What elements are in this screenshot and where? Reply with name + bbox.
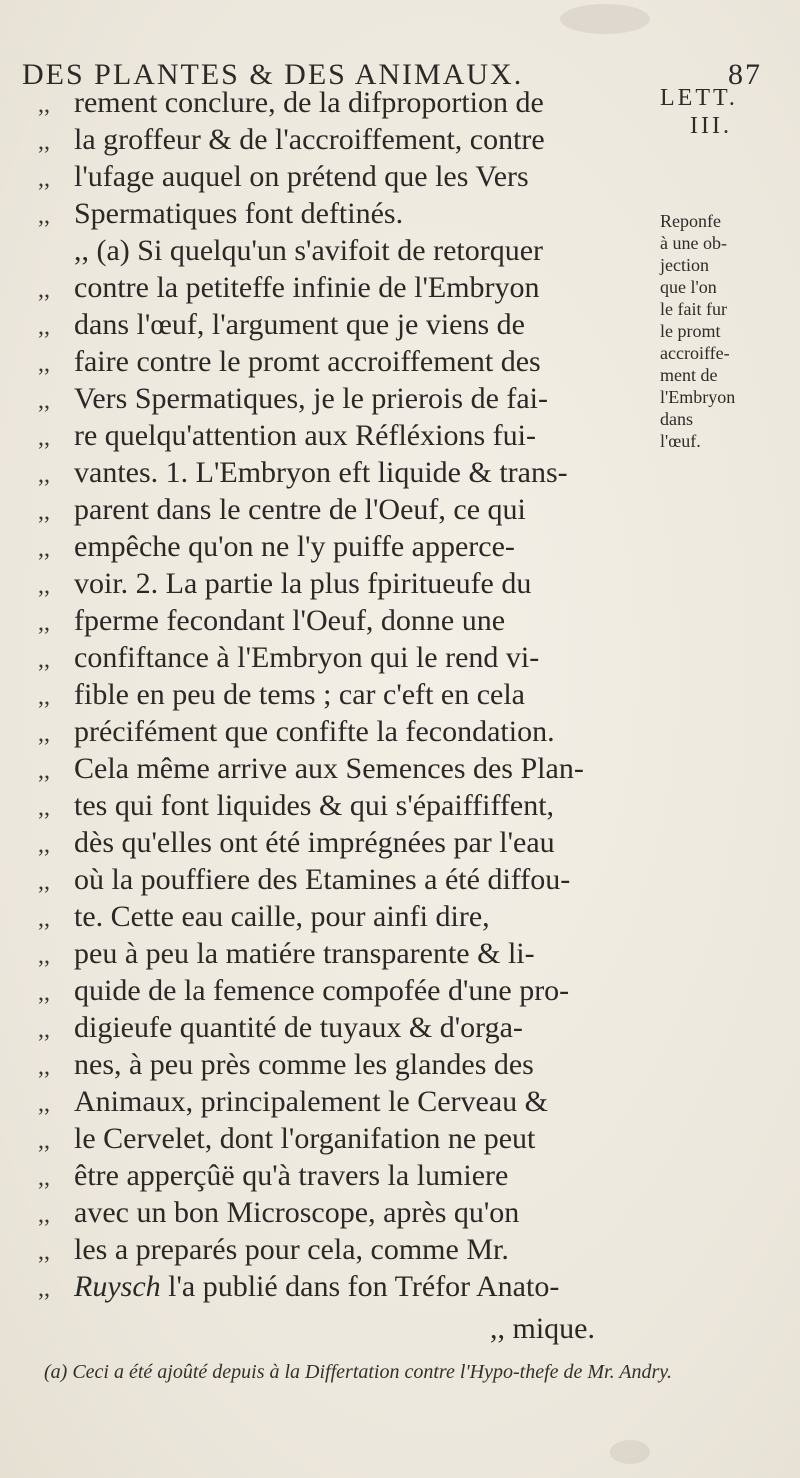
margin-note-line: accroiffe- — [660, 343, 730, 363]
text-line: ,, précifément que confifte la fecondation. — [38, 715, 555, 748]
text-line: ,, Spermatiques font deftinés. — [38, 197, 404, 230]
margin-note-line: l'œuf. — [660, 431, 701, 451]
text-line: ,, Vers Spermatiques, je le prierois de fai- — [38, 382, 549, 415]
text-line: ,, Animaux, principalement le Cerveau & — [38, 1085, 549, 1118]
header-title: DES PLANTES & DES ANIMAUX. — [22, 58, 524, 91]
margin-note-line: le promt — [660, 321, 721, 341]
text-line: ,, fperme fecondant l'Oeuf, donne une — [38, 604, 506, 637]
margin-letter — [660, 84, 800, 140]
margin-note-line: jection — [660, 255, 709, 275]
text-line: ,, nes, à peu près comme les glandes des — [38, 1048, 534, 1081]
footnote: (a) Ceci a été ajoûté depuis à la Differtation contre l'Hypo-thefe de Mr. Andry. — [44, 1361, 673, 1383]
text-line: ,, tes qui font liquides & qui s'épaiffiffent, — [38, 789, 555, 822]
page-number: 87 — [728, 58, 762, 91]
catchword: ,, mique. — [490, 1312, 595, 1345]
margin-note — [660, 210, 800, 452]
margin-note-line: l'Embryon — [660, 387, 736, 407]
margin-note-line: que l'on — [660, 277, 717, 297]
text-line: ,, contre la petiteffe infinie de l'Embryon — [38, 271, 540, 304]
text-line: ,, Ruysch l'a publié dans fon Tréfor Anato- — [38, 1270, 560, 1303]
text-line: ,, peu à peu la matiére transparente & li- — [38, 937, 535, 970]
text-line: ,, être apperçûë qu'à travers la lumiere — [38, 1159, 509, 1192]
text-line: ,, te. Cette eau caille, pour ainfi dire, — [38, 900, 490, 933]
text-line: ,, l'ufage auquel on prétend que les Vers — [38, 160, 529, 193]
text-line: ,, où la pouffiere des Etamines a été diffou- — [38, 863, 571, 896]
text-line: ,, parent dans le centre de l'Oeuf, ce qui — [38, 493, 526, 526]
text-line: ,, Cela même arrive aux Semences des Plan- — [38, 752, 584, 785]
margin-note-line: dans — [660, 409, 693, 429]
text-line: ,, avec un bon Microscope, après qu'on — [38, 1196, 520, 1229]
margin-note-line: le fait fur — [660, 299, 727, 319]
text-line: ,, dès qu'elles ont été imprégnées par l'eau — [38, 826, 555, 859]
text-line: ,, dans l'œuf, l'argument que je viens de — [38, 308, 525, 341]
text-line: ,, faire contre le promt accroiffement des — [38, 345, 541, 378]
text-line: ,, digieufe quantité de tuyaux & d'orga- — [38, 1011, 523, 1044]
text-line: ,, quide de la femence compofée d'une pro- — [38, 974, 570, 1007]
paper-stain — [560, 4, 650, 34]
text-line: ,, empêche qu'on ne l'y puiffe apperce- — [38, 530, 515, 563]
text-line: ,, les a preparés pour cela, comme Mr. — [38, 1233, 509, 1266]
margin-note-line: ment de — [660, 365, 718, 385]
text-line: ,, voir. 2. La partie la plus fpiritueufe du — [38, 567, 532, 600]
text-line: ,, confiftance à l'Embryon qui le rend vi- — [38, 641, 540, 674]
text-line: ,, rement conclure, de la difproportion de — [38, 86, 544, 119]
text-line: ,, (a) Si quelqu'un s'avifoit de retorquer — [74, 234, 544, 267]
paper-stain — [610, 1440, 650, 1464]
text-line: ,, la groffeur & de l'accroiffement, contre — [38, 123, 545, 156]
margin-letter-number: III. — [690, 113, 732, 139]
margin-note-line: Reponfe — [660, 211, 721, 231]
margin-note-line: à une ob- — [660, 233, 727, 253]
text-line: ,, re quelqu'attention aux Réfléxions fui- — [38, 419, 536, 452]
text-line: ,, fible en peu de tems ; car c'eft en cela — [38, 678, 525, 711]
text-line: ,, vantes. 1. L'Embryon eft liquide & trans- — [38, 456, 568, 489]
text-line: ,, le Cervelet, dont l'organifation ne peut — [38, 1122, 536, 1155]
margin-letter-label: LETT. — [660, 85, 738, 111]
